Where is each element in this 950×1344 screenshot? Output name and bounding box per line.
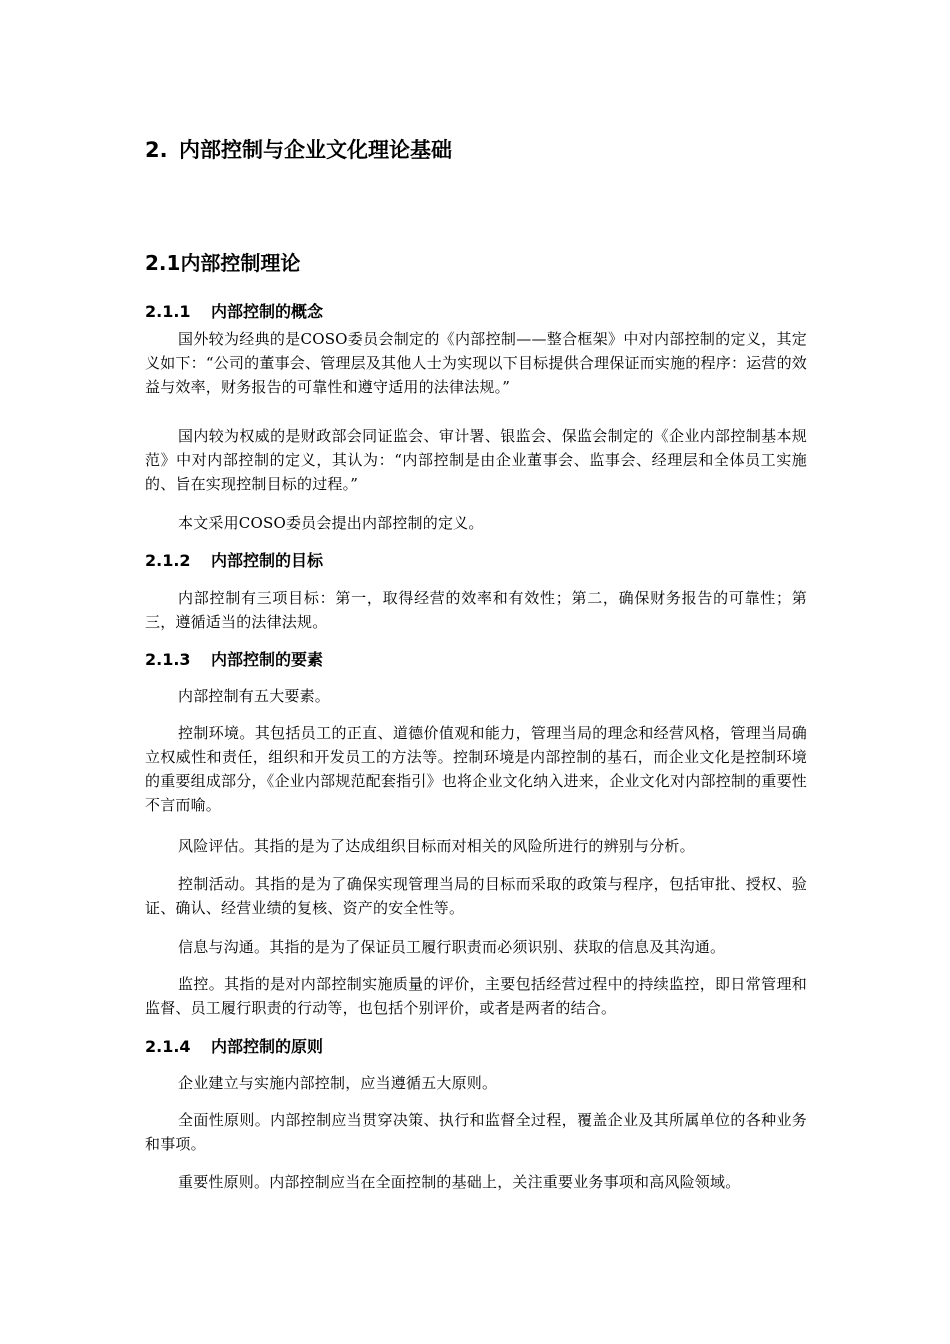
subsection-heading (145, 549, 807, 573)
paragraph: 国内较为权威的是财政部会同证监会、审计署、银监会、保监会制定的《企业内部控制基本规范》中对内部控制的定义，其认为：“内部控制是由企业董事会、监事会、经理层和全体员工实施的、旨在实现控制目标的过程。” (145, 427, 807, 493)
paragraph: 控制活动。其指的是为了确保实现管理当局的目标而采取的政策与程序，包括审批、授权、验证、确认、经营业绩的复核、资产的安全性等。 (145, 875, 807, 917)
subsection-title: 内部控制的概念 (211, 302, 324, 321)
subsection-title: 内部控制的原则 (211, 1037, 324, 1056)
subsection-heading (145, 1035, 807, 1059)
subsection-number: 2.1.2 (145, 551, 191, 570)
paragraph: 内部控制有五大要素。 (178, 687, 331, 705)
subsection-heading (145, 648, 807, 672)
subsection-number: 2.1.3 (145, 650, 191, 669)
paragraph: 内部控制有三项目标：第一，取得经营的效率和有效性；第二，确保财务报告的可靠性；第三，遵循适当的法律法规。 (145, 589, 807, 631)
section-title: 内部控制理论 (180, 251, 301, 275)
paragraph: 全面性原则。内部控制应当贯穿决策、执行和监督全过程，覆盖企业及其所属单位的各种业务和事项。 (145, 1111, 807, 1153)
subsection-number: 2.1.1 (145, 302, 191, 321)
paragraph: 信息与沟通。其指的是为了保证员工履行职责而必须识别、获取的信息及其沟通。 (178, 938, 726, 956)
subsection-number: 2.1.4 (145, 1037, 191, 1056)
paragraph: 风险评估。其指的是为了达成组织目标而对相关的风险所进行的辨别与分析。 (178, 837, 695, 855)
paragraph: 国外较为经典的是COSO委员会制定的《内部控制——整合框架》中对内部控制的定义，其定义如下：“公司的董事会、管理层及其他人士为实现以下目标提供合理保证而实施的程序：运营的效益与效率，财务报告的可靠性和遵守适用的法律法规。” (145, 330, 807, 396)
paragraph: 监控。其指的是对内部控制实施质量的评价，主要包括经营过程中的持续监控，即日常管理和监督、员工履行职责的行动等，也包括个别评价，或者是两者的结合。 (145, 975, 807, 1017)
section-heading (145, 249, 807, 277)
paragraph: 控制环境。其包括员工的正直、道德价值观和能力，管理当局的理念和经营风格，管理当局确立权威性和责任，组织和开发员工的方法等。控制环境是内部控制的基石，而企业文化是控制环境的重要组成部分，《企业内部规范配套指引》也将企业文化纳入进来，企业文化对内部控制的重要性不言而喻。 (145, 724, 807, 814)
subsection-title: 内部控制的要素 (211, 650, 324, 669)
paragraph: 重要性原则。内部控制应当在全面控制的基础上，关注重要业务事项和高风险领域。 (178, 1173, 741, 1191)
paragraph: 本文采用COSO委员会提出内部控制的定义。 (178, 514, 484, 532)
chapter-heading (145, 136, 807, 164)
chapter-title: 内部控制与企业文化理论基础 (179, 138, 452, 162)
subsection-title: 内部控制的目标 (211, 551, 324, 570)
paragraph: 企业建立与实施内部控制，应当遵循五大原则。 (178, 1074, 498, 1092)
subsection-heading (145, 300, 807, 324)
section-number: 2.1 (145, 251, 181, 275)
chapter-number: 2. (145, 138, 168, 162)
